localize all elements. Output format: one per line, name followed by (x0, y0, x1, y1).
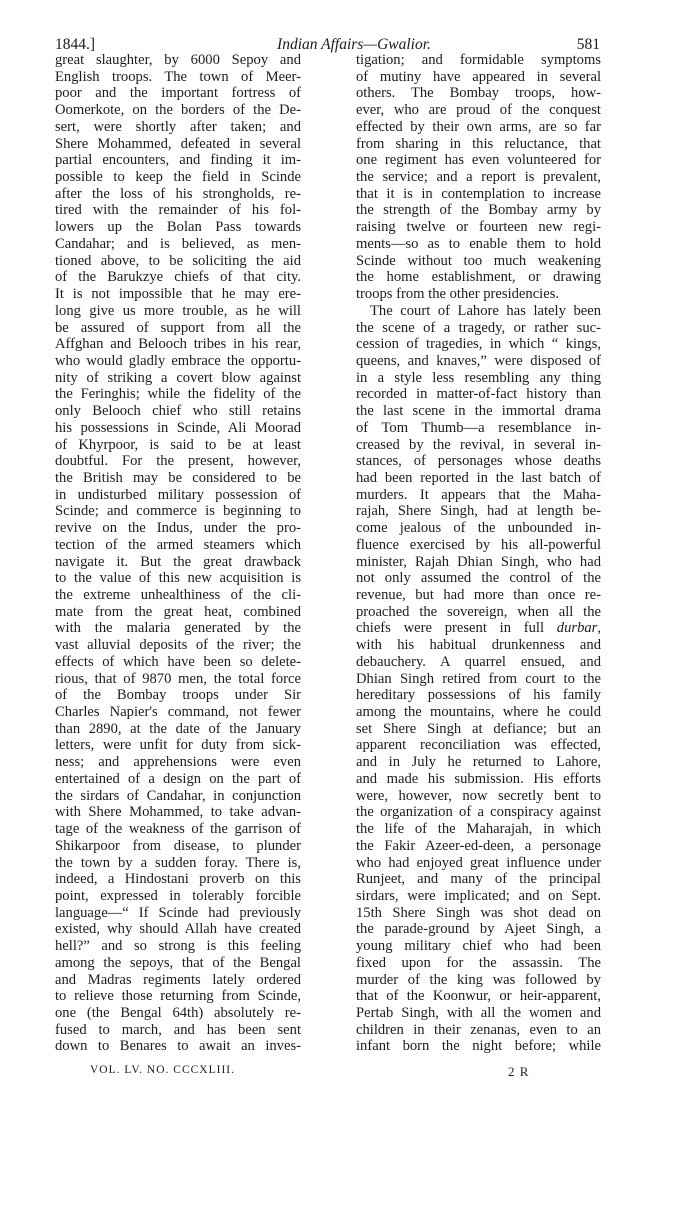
text-line: Scinde without too much weakening (356, 252, 601, 269)
text-line: the British may be considered to be (55, 469, 301, 486)
text-line: the Fakir Azeer-ed-deen, a personage (356, 837, 601, 854)
text-line: the life of the Maharajah, in which (356, 821, 601, 838)
volume-signature: VOL. LV. NO. CCCXLIII. (90, 1064, 235, 1076)
text-line: that it is in contemplation to increase (356, 185, 601, 202)
right-column (356, 52, 601, 1055)
text-line: and in July he returned to Lahore, (356, 754, 601, 771)
text-line: nity of striking a covert blow against (55, 369, 301, 386)
text-line: were, however, now secretly bent to (356, 787, 601, 804)
text-line: Charles Napier's command, not fewer (55, 704, 301, 721)
text-line: effects of which have been so delete- (55, 653, 301, 670)
text-line: Scinde; and commerce is beginning to (55, 503, 301, 520)
text-line: set Shere Singh at defiance; but an (356, 720, 601, 737)
text-line: effected by their own arms, are so far (356, 118, 601, 135)
text-line: English troops. The town of Meer- (55, 68, 301, 85)
text-line: ness; and apprehensions were even (55, 754, 301, 771)
text-line: and Madras regiments lately ordered (55, 971, 301, 988)
text-line: Runjeet, and many of the principal (356, 871, 601, 888)
text-line: vast alluvial deposits of the river; the (55, 637, 301, 654)
text-line: creased by the revival, in several in- (356, 436, 601, 453)
text-line: the town by a sudden foray. There is, (55, 854, 301, 871)
text-line: one regiment has even volunteered for (356, 152, 601, 169)
text-line: the service; and a report is prevalent, (356, 169, 601, 186)
text-line: one (the Bengal 64th) absolutely re- (55, 1004, 301, 1021)
text-line: murder of the king was followed by (356, 971, 601, 988)
text-line: Dhian Singh retired from court to the (356, 670, 601, 687)
text-segment: chiefs were present in full (356, 620, 557, 637)
text-line: great slaughter, by 6000 Sepoy and (55, 52, 301, 68)
text-line: stances, of personages whose deaths (356, 453, 601, 470)
text-line: of Khyrpoor, is said to be at least (55, 436, 301, 453)
text-line: murders. It appears that the Maha- (356, 486, 601, 503)
page-number: 581 (576, 36, 600, 53)
text-line: children in their zenanas, even to an (356, 1021, 601, 1038)
text-line: sirdars, were implicated; and on Sept. (356, 887, 601, 904)
text-line: entertained of a design on the part of (55, 770, 301, 787)
text-line: lowers up the Bolan Pass towards (55, 219, 301, 236)
text-line: tired with the remainder of his fol- (55, 202, 301, 219)
text-line: rajah, Shere Singh, had at length be- (356, 503, 601, 520)
text-line: that of the Koonwur, or heir-apparent, (356, 988, 601, 1005)
text-line: Oomerkote, on the borders of the De- (55, 102, 301, 119)
text-line: fused to march, and has been sent (55, 1021, 301, 1038)
text-line: tection of the armed steamers which (55, 536, 301, 553)
text-line: Affghan and Belooch tribes in his rear, (55, 336, 301, 353)
text-line: and made his submission. His efforts (356, 770, 601, 787)
text-line: partial encounters, and finding it im- (55, 152, 301, 169)
text-line: the Feringhis; while the fidelity of the (55, 386, 301, 403)
text-line: It is not impossible that he may ere- (55, 286, 301, 303)
text-line: 15th Shere Singh was shot dead on (356, 904, 601, 921)
text-line: ever, who are proud of the conquest (356, 102, 601, 119)
text-line: the scene of a tragedy, or rather suc- (356, 319, 601, 336)
running-head-title: Indian Affairs—Gwalior. (277, 36, 431, 53)
text-line: ments—so as to enable them to hold (356, 235, 601, 252)
text-line: poor and the important fortress of (55, 85, 301, 102)
text-line: of Tom Thumb—a resemblance in- (356, 419, 601, 436)
text-line: indeed, a Hindostani proverb on this (55, 871, 301, 888)
text-line: the sirdars of Candahar, in conjunction (55, 787, 301, 804)
text-line: tage of the weakness of the garrison of (55, 821, 301, 838)
text-line: hereditary possessions of his family (356, 687, 601, 704)
text-line: proached the sovereign, when all the (356, 603, 601, 620)
text-line: language—“ If Scinde had previously (55, 904, 301, 921)
text-line: queens, and knaves,” were disposed of (356, 352, 601, 369)
text-line: existed, why should Allah have created (55, 921, 301, 938)
text-line: young military chief who had been (356, 938, 601, 955)
text-line: among the sepoys, that of the Bengal (55, 954, 301, 971)
text-line: not only assumed the control of the (356, 570, 601, 587)
text-line: revenue, but had more than once re- (356, 587, 601, 603)
text-line: with Shere Mohammed, to take advan- (55, 804, 301, 821)
text-line: to relieve those returning from Scinde, (55, 988, 301, 1005)
text-line: the last scene in the immortal drama (356, 403, 601, 420)
text-line: Shikarpoor from disease, to plunder (55, 837, 301, 854)
text-line: the organization of a conspiracy against (356, 804, 601, 821)
running-head-year: 1844.] (55, 36, 96, 53)
text-line: navigate it. But the great drawback (55, 553, 301, 570)
text-line: who had enjoyed great influence under (356, 854, 601, 871)
text-line: among the mountains, where he could (356, 704, 601, 721)
text-line: others. The Bombay troops, how- (356, 85, 601, 102)
text-line: the home establishment, or drawing (356, 269, 601, 286)
left-column (55, 52, 301, 1055)
text-line: Pertab Singh, with all the women and (356, 1004, 601, 1021)
gathering-signature: 2 R (508, 1064, 530, 1079)
text-line: Shere Mohammed, defeated in several (55, 135, 301, 152)
text-line: the parade-ground by Ajeet Singh, a (356, 921, 601, 938)
text-line: minister, Rajah Dhian Singh, who had (356, 553, 601, 570)
text-line: apparent reconciliation was effected, (356, 737, 601, 754)
text-line: Candahar; and is believed, as men- (55, 235, 301, 252)
text-line: only Belooch chief who still retains (55, 403, 301, 420)
text-line: come jealous of the unbounded in- (356, 520, 601, 537)
text-line: to the value of this new acquisition is (55, 570, 301, 587)
text-line: be assured of support from all the (55, 319, 301, 336)
text-line: long give us more trouble, as he will (55, 302, 301, 319)
text-line: with his habitual drunkenness and (356, 637, 601, 654)
text-line: of the Bombay troops under Sir (55, 687, 301, 704)
text-line: in undisturbed military possession of (55, 486, 301, 503)
text-line: sert, were shortly after taken; and (55, 118, 301, 135)
text-line: his possessions in Scinde, Ali Moorad (55, 419, 301, 436)
text-line: debauchery. A quarrel ensued, and (356, 653, 601, 670)
text-line: mate from the great heat, combined (55, 603, 301, 620)
text-line: the strength of the Bombay army by (356, 202, 601, 219)
text-line: than 2890, at the date of the January (55, 720, 301, 737)
text-line: point, expressed in tolerably forcible (55, 887, 301, 904)
text-line: the extreme unhealthiness of the cli- (55, 587, 301, 603)
text-line: doubtful. For the present, however, (55, 453, 301, 470)
text-line: of the Barukzye chiefs of that city. (55, 269, 301, 286)
text-line: recorded in matter-of-fact history than (356, 386, 601, 403)
text-line: who would gladly embrace the opportu- (55, 352, 301, 369)
italic-word: durbar (556, 620, 598, 637)
text-line: troops from the other presidencies. (356, 286, 560, 303)
text-line: letters, were unfit for duty from sick- (55, 737, 301, 754)
text-line: rious, that of 9870 men, the total force (55, 670, 301, 687)
text-line: fluence exercised by his all-powerful (356, 536, 601, 553)
text-line: had been reported in the last batch of (356, 469, 601, 486)
text-line: down to Benares to await an inves- (55, 1038, 301, 1055)
text-line: possible to keep the field in Scinde (55, 169, 301, 186)
text-line: from sharing in this reluctance, that (356, 135, 601, 152)
text-line: in a style less resembling any thing (356, 369, 601, 386)
text-line: tioned above, to be soliciting the aid (55, 252, 301, 269)
text-line: revive on the Indus, under the pro- (55, 520, 301, 537)
text-line (356, 620, 601, 637)
text-line: The court of Lahore has lately been (370, 302, 601, 319)
text-line: fixed upon for the assassin. The (356, 954, 601, 971)
text-line: hell?” and so strong is this feeling (55, 938, 301, 955)
text-line: raising twelve or fourteen new regi- (356, 219, 601, 236)
text-line: infant born the night before; while (356, 1038, 601, 1055)
text-line: tigation; and formidable symptoms (356, 52, 601, 68)
text-line: with the malaria generated by the (55, 620, 301, 637)
text-segment: , (597, 620, 601, 637)
text-line: of mutiny have appeared in several (356, 68, 601, 85)
text-line: cession of tragedies, in which “ kings, (356, 336, 601, 353)
text-line: after the loss of his strongholds, re- (55, 185, 301, 202)
